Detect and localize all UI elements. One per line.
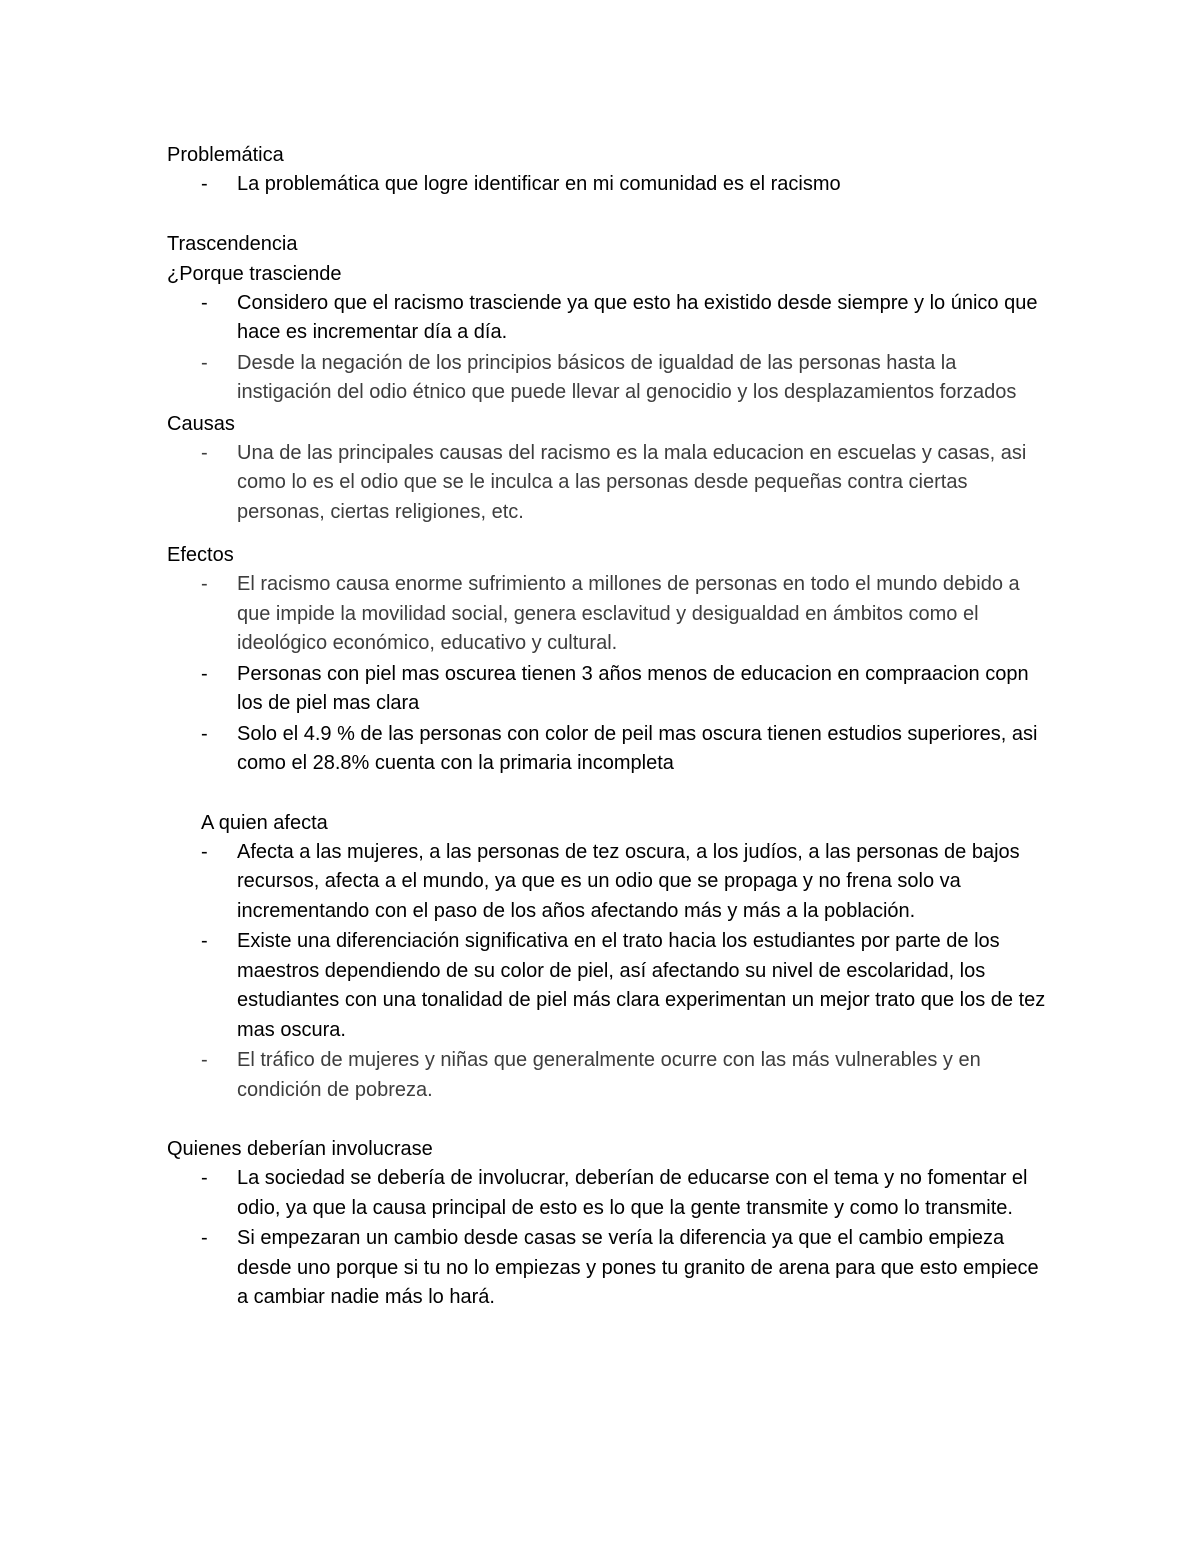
bullet-dash: - [201,1167,208,1189]
list-item [167,1046,1047,1105]
subheading-porque-trasciende: ¿Porque trasciende [167,262,342,285]
bullet-dash: - [201,351,208,374]
list-item-text: Si empezaran un cambio desde casas se vería la diferencia ya que el cambio empieza desde uno porque si tu no lo empiezas y pones tu granito de arena para que esto empiece a cambiar nadie más lo hará. [237,1227,1039,1308]
list-item [167,720,1047,779]
list-item [167,570,1047,659]
list-involucrarse [167,1164,1047,1313]
list-item-text: La problemática que logre identificar en mi comunidad es el racismo [237,173,841,195]
bullet-dash: - [201,840,208,863]
list-item-text: Considero que el racismo trasciende ya que esto ha existido desde siempre y lo único que hace es incrementar día a día. [237,291,1038,343]
bullet-dash: - [201,722,208,745]
list-item [167,1164,1047,1223]
bullet-dash: - [201,441,208,464]
list-item [167,439,1047,528]
list-a-quien-afecta [167,838,1047,1106]
list-item-text: Desde la negación de los principios básicos de igualdad de las personas hasta la instigación del odio étnico que puede llevar al genocidio y los desplazamientos forzados [237,351,1017,403]
heading-problematica: Problemática [167,144,284,166]
list-item-text: Una de las principales causas del racismo es la mala educacion en escuelas y casas, asi como lo es el odio que se le inculca a las personas desde pequeñas contra ciertas personas, ciertas religiones, etc. [237,441,1027,523]
list-causas [167,439,1047,528]
bullet-dash: - [201,573,208,595]
list-item [167,838,1047,927]
list-item [167,170,1047,200]
list-item [167,1224,1047,1313]
heading-a-quien-afecta: A quien afecta [201,811,328,834]
list-item-text: Solo el 4.9 % de las personas con color de peil mas oscura tienen estudios superiores, asi como el 28.8% cuenta con la primaria incompleta [237,722,1038,774]
bullet-dash: - [201,930,208,952]
heading-causas: Causas [167,412,235,435]
list-item-text: Personas con piel mas oscurea tienen 3 años menos de educacion en compraacion copn los de piel mas clara [237,662,1029,714]
list-problematica [167,170,1047,200]
document-page [167,140,1047,1314]
list-item-text: La sociedad se debería de involucrar, deberían de educarse con el tema y no fomentar el odio, ya que la causa principal de esto es lo que la gente transmite y como lo transmite. [237,1167,1028,1219]
list-item [167,289,1047,348]
list-item-text: El racismo causa enorme sufrimiento a millones de personas en todo el mundo debido a que impide la movilidad social, genera esclavitud y desigualdad en ámbitos como el ideológico económico, educativo y cultural. [237,573,1020,654]
list-efectos [167,570,1047,779]
list-item [167,660,1047,719]
list-item-text: Existe una diferenciación significativa en el trato hacia los estudiantes por parte de los maestros dependiendo de su color de piel, así afectando su nivel de escolaridad, los estudiantes con una tonalidad de piel más clara experimentan un mejor trato que los de tez mas oscura. [237,930,1046,1041]
list-item [167,349,1047,408]
bullet-dash: - [201,1227,208,1249]
bullet-dash: - [201,1049,208,1071]
list-item-text: Afecta a las mujeres, a las personas de tez oscura, a los judíos, a las personas de bajos recursos, afecta a el mundo, ya que es un odio que se propaga y no frena solo va incrementando con el paso de los años afectando más y más a la población. [237,840,1020,922]
bullet-dash: - [201,662,208,685]
list-item-text: El tráfico de mujeres y niñas que generalmente ocurre con las más vulnerables y en condición de pobreza. [237,1049,981,1101]
heading-efectos: Efectos [167,544,234,566]
heading-involucrarse: Quienes deberían involucrase [167,1138,433,1160]
list-trascendencia [167,289,1047,408]
bullet-dash: - [201,173,208,195]
heading-trascendencia: Trascendencia [167,232,298,255]
bullet-dash: - [201,291,208,314]
list-item [167,927,1047,1045]
